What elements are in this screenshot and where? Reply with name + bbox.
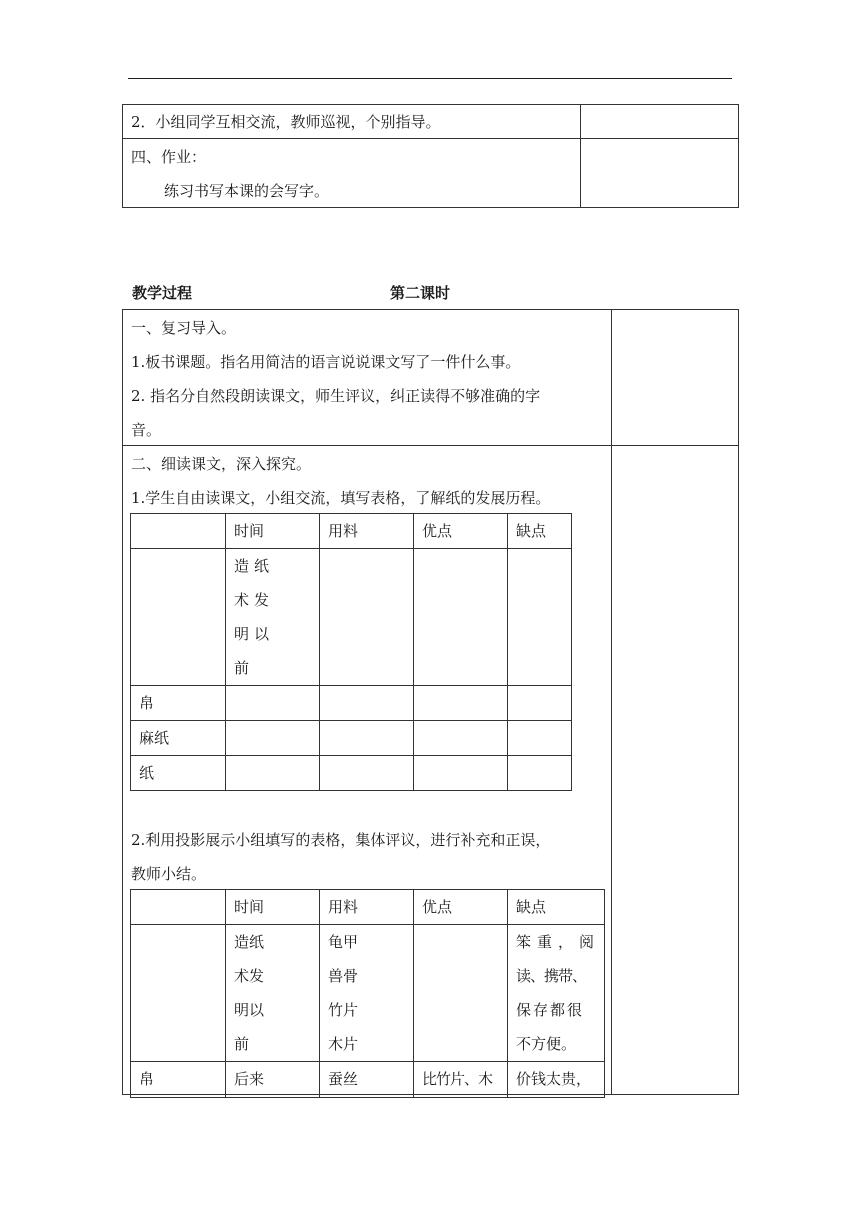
table1-cell [226,721,320,756]
table2-silk-cons: 价钱太贵， [508,1062,605,1098]
table2-time-before-invention [226,925,320,1062]
section-label: 教学过程 [132,284,193,302]
table2-time-line: 造纸 [234,933,265,951]
main-table-divider [611,309,612,1095]
table2-cell [131,925,226,1062]
table2-row-silk: 帛 [131,1062,226,1098]
top-table-divider [580,104,581,208]
table1-cell [320,721,414,756]
table1-cell [320,756,414,791]
table1-row-silk: 帛 [131,686,226,721]
lesson-title: 第二课时 [390,284,451,302]
table2-material-line: 龟甲 [328,933,359,951]
table2-time-line: 前 [234,1035,250,1053]
table1-row-hemp-paper: 麻纸 [131,721,226,756]
table1-cell [508,756,572,791]
table2-header-material: 用料 [320,890,414,925]
table2-cons-line: 保存都很 [516,1001,585,1019]
table1-cell [414,756,508,791]
table1-header-cons: 缺点 [508,514,572,549]
table1-header-pros: 优点 [414,514,508,549]
table1-cell [508,686,572,721]
main-table-row-divider [122,445,739,446]
table2-header-cons: 缺点 [508,890,605,925]
table2-silk-pros: 比竹片、木 [414,1062,508,1098]
table2-header-pros: 优点 [414,890,508,925]
table2-silk-time: 后来 [226,1062,320,1098]
review-heading: 一、复习导入。 [131,319,237,337]
homework-text: 练习书写本课的会写字。 [164,182,330,200]
table2-cons-line: 笨重，阅 [516,933,601,951]
table1-cell [414,549,508,686]
table2-cons-early [508,925,605,1062]
table1-cell [414,721,508,756]
table1-cell [131,549,226,686]
table2-cell [414,925,508,1062]
table2-materials-early [320,925,414,1062]
table1-cell [320,549,414,686]
table2-silk-material: 蚕丝 [320,1062,414,1098]
explore-step1: 1.学生自由读课文，小组交流，填写表格，了解纸的发展历程。 [131,489,551,507]
table1-cell [320,686,414,721]
table2-header-blank [131,890,226,925]
table2-header-time: 时间 [226,890,320,925]
explore-heading: 二、细读课文，深入探究。 [131,455,312,473]
table2-time-line: 明以 [234,1001,265,1019]
top-table-row-divider [122,138,739,139]
homework-heading: 四、作业： [131,148,207,166]
top-table-row1-text: 2．小组同学互相交流，教师巡视，个别指导。 [131,113,441,131]
paper-history-table-blank [130,513,572,791]
paper-history-table-filled [130,889,605,1098]
table2-cons-line: 读、携带、 [516,967,587,985]
table1-time-before-invention: 造纸术发明以前 [226,549,320,686]
header-rule [128,78,732,79]
table2-material-line: 竹片 [328,1001,359,1019]
explore-step2-cont: 教师小结。 [131,865,207,883]
table2-material-line: 木片 [328,1035,359,1053]
table2-time-line: 术发 [234,967,265,985]
table1-cell [414,686,508,721]
review-step2-cont: 音。 [131,421,162,439]
table1-cell [226,686,320,721]
review-step1: 1.板书课题。指名用简洁的语言说说课文写了一件什么事。 [131,353,521,371]
review-step2: 2. 指名分自然段朗读课文，师生评议，纠正读得不够准确的字 [131,387,541,405]
table1-cell [226,756,320,791]
table1-header-material: 用料 [320,514,414,549]
table2-cons-line: 不方便。 [516,1035,577,1053]
table2-material-line: 兽骨 [328,967,359,985]
table1-cell [508,721,572,756]
table1-row-paper: 纸 [131,756,226,791]
table1-header-blank [131,514,226,549]
table1-cell [508,549,572,686]
explore-step2: 2.利用投影展示小组填写的表格，集体评议，进行补充和正误， [131,831,551,849]
table1-header-time: 时间 [226,514,320,549]
